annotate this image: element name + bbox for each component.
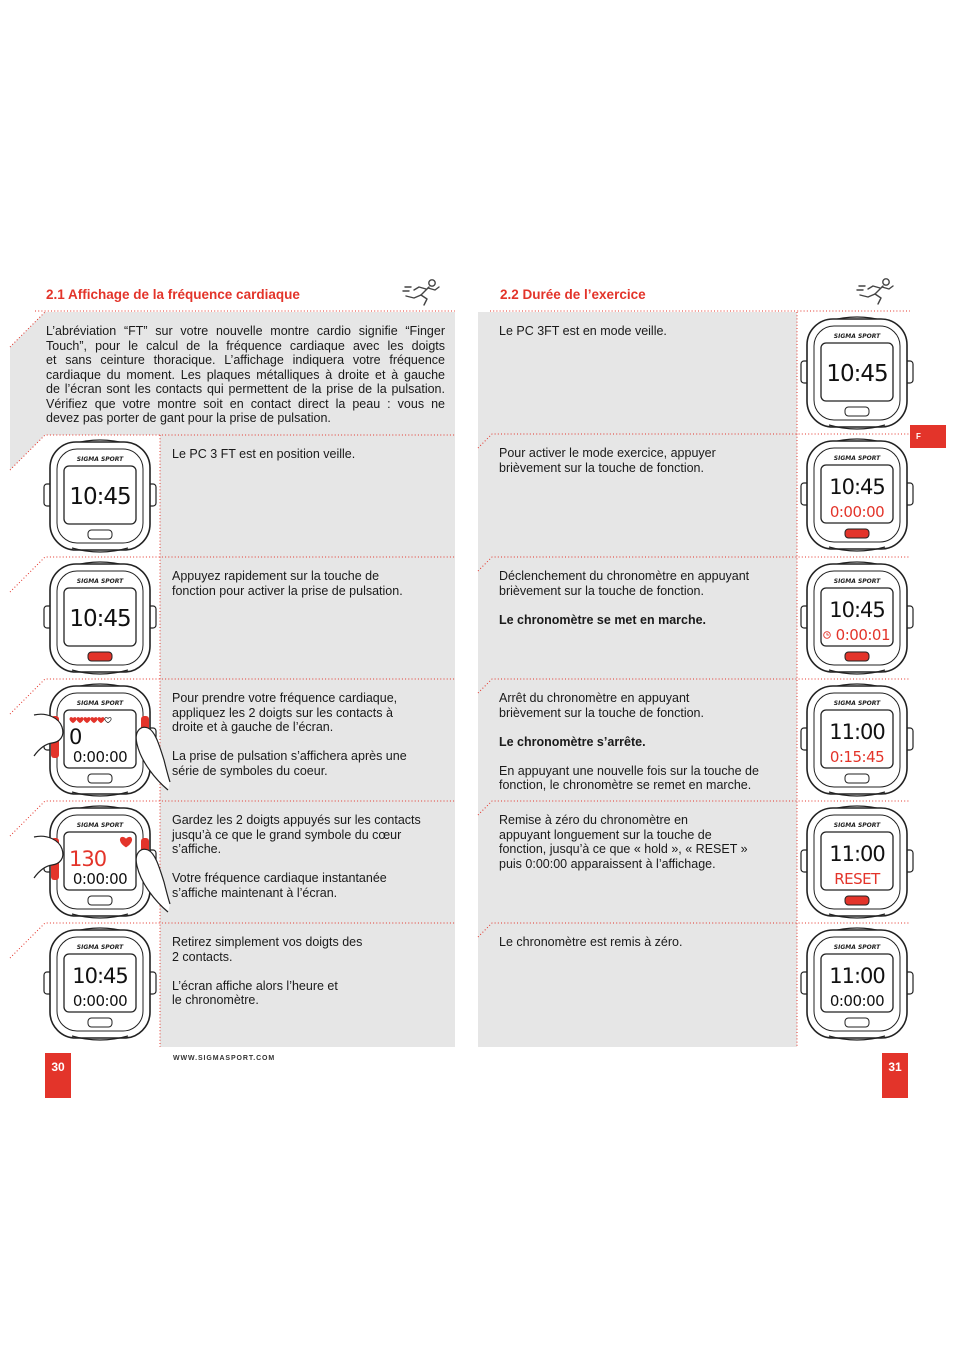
text-line: jusqu’à ce que le grand symbole du cœur xyxy=(172,827,402,842)
display-main-value: 11:00 xyxy=(829,964,885,988)
text-line: s’affiche. xyxy=(172,842,222,856)
display-main-value: 10:45 xyxy=(829,475,885,499)
text-line: Le chronomètre est remis à zéro. xyxy=(499,935,683,949)
watch xyxy=(799,802,915,922)
watch-brand-logo: SIGMA SPORT xyxy=(833,578,881,585)
display-main-value: 10:45 xyxy=(69,484,131,510)
display-main-value: 10:45 xyxy=(72,964,128,988)
website-url: WWW.SIGMASPORT.COM xyxy=(173,1055,276,1062)
watch xyxy=(42,680,158,800)
watch-illustration xyxy=(799,924,915,1044)
intro-line: L’abréviation “FT” sur votre nouvelle montre cardio signifie “Finger xyxy=(46,324,445,338)
display-main-value: 11:00 xyxy=(829,720,885,744)
function-button xyxy=(845,774,869,783)
step-paragraph xyxy=(172,935,362,964)
step-paragraph xyxy=(172,691,407,735)
watch xyxy=(799,924,915,1044)
watch-illustration xyxy=(42,558,158,678)
intro-line: et sans ceinture thoracique. L’affichage indiquera votre fréquence xyxy=(46,353,445,367)
watch xyxy=(799,313,915,433)
display-stopwatch-value: 0:00:00 xyxy=(829,503,885,521)
step-text xyxy=(172,569,403,598)
intro-paragraph xyxy=(46,324,445,426)
step-paragraph xyxy=(499,735,759,750)
text-line: La prise de pulsation s’affichera après une xyxy=(172,749,407,763)
language-tab: F xyxy=(910,425,946,448)
runner-icon xyxy=(402,278,442,308)
text-line: 2 contacts. xyxy=(172,949,233,964)
function-button xyxy=(845,407,869,416)
text-line: Retirez simplement vos doigts des xyxy=(172,935,363,949)
page-number-left: 30 xyxy=(45,1053,71,1098)
text-line: Appuyez rapidement sur la touche de xyxy=(172,569,380,583)
intro-line: devez pas porter de gant pour la prise de pulsation. xyxy=(46,411,331,425)
text-line: brièvement sur la touche de fonction. xyxy=(499,583,704,598)
section-title-exercise-duration: 2.2 Durée de l’exercice xyxy=(500,287,646,302)
text-line: Pour activer le mode exercice, appuyer xyxy=(499,446,716,460)
watch-illustration xyxy=(799,435,915,555)
text-line: Déclenchement du chronomètre en appuyant xyxy=(499,569,750,583)
intro-line: Vérifiez que votre montre soit en contact direct la peau : vous ne xyxy=(46,396,445,411)
step-text xyxy=(499,569,749,627)
display-stopwatch-value: 0:00:01 xyxy=(835,626,890,644)
display-stopwatch-value: 0:00:00 xyxy=(72,748,128,766)
display-main-value: 10:45 xyxy=(826,361,888,387)
step-paragraph xyxy=(172,979,362,1008)
watch-brand-logo: SIGMA SPORT xyxy=(833,333,881,340)
step-paragraph xyxy=(499,813,748,871)
step-paragraph xyxy=(499,613,749,628)
watch-illustration xyxy=(799,313,915,433)
watch-brand-logo: SIGMA SPORT xyxy=(76,944,124,951)
text-line: Le PC 3FT est en mode veille. xyxy=(499,324,667,338)
watch xyxy=(42,924,158,1044)
text-line: fonction pour activer la prise de pulsation. xyxy=(172,583,403,598)
text-line: Le PC 3 FT est en position veille. xyxy=(172,447,356,461)
watch-brand-logo: SIGMA SPORT xyxy=(833,455,881,462)
section-title-heart-rate: 2.1 Affichage de la fréquence cardiaque xyxy=(46,287,300,302)
step-paragraph xyxy=(172,749,407,778)
watch-illustration xyxy=(42,802,158,922)
watch xyxy=(799,680,915,800)
step-text xyxy=(499,935,682,950)
text-line: série de symboles du coeur. xyxy=(172,763,328,778)
watch-illustration xyxy=(42,924,158,1044)
watch-brand-logo: SIGMA SPORT xyxy=(76,822,124,829)
step-paragraph xyxy=(172,447,355,462)
step-text xyxy=(499,691,759,793)
function-button xyxy=(845,529,869,538)
display-stopwatch-value: 0:15:45 xyxy=(829,748,885,766)
watch xyxy=(42,802,158,922)
display-stopwatch-value: 0:00:00 xyxy=(72,870,128,888)
function-button xyxy=(88,652,112,661)
step-text xyxy=(172,935,362,1008)
text-line: droite et à gauche de l’écran. xyxy=(172,720,334,734)
step-text xyxy=(499,324,667,339)
text-line: Arrêt du chronomètre en appuyant xyxy=(499,691,690,705)
step-paragraph xyxy=(172,569,403,598)
display-stopwatch-value: 0:00:00 xyxy=(829,992,885,1010)
text-line: brièvement sur la touche de fonction. xyxy=(499,460,704,475)
watch xyxy=(42,558,158,678)
watch xyxy=(799,435,915,555)
step-text xyxy=(499,446,716,475)
step-paragraph xyxy=(499,324,667,339)
watch xyxy=(42,436,158,556)
display-stopwatch-value: RESET xyxy=(834,870,880,888)
display-main-value: 10:45 xyxy=(69,606,131,632)
step-paragraph xyxy=(499,935,682,950)
watch-brand-logo: SIGMA SPORT xyxy=(76,578,124,585)
text-line: s’affiche maintenant à l’écran. xyxy=(172,885,338,900)
text-line: le chronomètre. xyxy=(172,993,259,1007)
step-paragraph xyxy=(499,764,759,793)
watch-brand-logo: SIGMA SPORT xyxy=(833,700,881,707)
watch-illustration xyxy=(799,558,915,678)
step-paragraph xyxy=(499,691,759,720)
step-text xyxy=(172,691,407,778)
function-button xyxy=(845,652,869,661)
intro-line: Touch”, pour le calcul de la fréquence cardiaque avec les doigts xyxy=(46,338,445,353)
runner-icon xyxy=(856,277,896,307)
step-text xyxy=(172,447,355,462)
display-stopwatch-value: 0:00:00 xyxy=(72,992,128,1010)
text-line: En appuyant une nouvelle fois sur la touche de xyxy=(499,763,759,778)
function-button xyxy=(845,1018,869,1027)
display-main-value: 0 xyxy=(69,725,82,749)
step-paragraph xyxy=(499,569,749,598)
text-line: appuyant longuement sur la touche de xyxy=(499,827,712,842)
function-button xyxy=(845,896,869,905)
watch-illustration xyxy=(799,802,915,922)
page-number-right: 31 xyxy=(882,1053,908,1098)
text-line: Le chronomètre se met en marche. xyxy=(499,612,707,627)
step-paragraph xyxy=(172,813,421,857)
function-button xyxy=(88,1018,112,1027)
step-paragraph xyxy=(499,446,716,475)
watch-illustration xyxy=(42,680,158,800)
intro-line: de l’écran sont les contacts qui permettent de la prise de la pulsation. xyxy=(46,382,445,396)
watch-brand-logo: SIGMA SPORT xyxy=(833,944,881,951)
step-text xyxy=(499,813,748,871)
text-line: Gardez les 2 doigts appuyés sur les contacts xyxy=(172,813,421,827)
watch-illustration xyxy=(42,436,158,556)
display-main-value: 10:45 xyxy=(829,598,885,622)
function-button xyxy=(88,530,112,539)
text-line: Votre fréquence cardiaque instantanée xyxy=(172,871,387,885)
step-paragraph xyxy=(172,871,421,900)
watch-illustration xyxy=(799,680,915,800)
display-main-value: 11:00 xyxy=(829,842,885,866)
text-line: Le chronomètre s’arrête. xyxy=(499,734,646,749)
text-line: appliquez les 2 doigts sur les contacts à xyxy=(172,705,393,720)
watch xyxy=(799,558,915,678)
watch-brand-logo: SIGMA SPORT xyxy=(76,700,124,707)
function-button xyxy=(88,896,112,905)
text-line: Remise à zéro du chronomètre en xyxy=(499,813,688,827)
text-line: Pour prendre votre fréquence cardiaque, xyxy=(172,691,398,705)
intro-line: cardiaque du moment. Les plaques métalliques à droite et à gauche xyxy=(46,367,445,382)
text-line: puis 0:00:00 apparaissent à l’affichage. xyxy=(499,856,716,871)
function-button xyxy=(88,774,112,783)
text-line: fonction, jusqu’à ce que « hold », « RESET » xyxy=(499,842,748,856)
watch-brand-logo: SIGMA SPORT xyxy=(76,456,124,463)
text-line: brièvement sur la touche de fonction. xyxy=(499,705,704,720)
text-line: L’écran affiche alors l’heure et xyxy=(172,978,338,993)
display-main-value: 130 xyxy=(69,847,107,871)
watch-brand-logo: SIGMA SPORT xyxy=(833,822,881,829)
text-line: fonction, le chronomètre se remet en marche. xyxy=(499,778,752,792)
step-text xyxy=(172,813,421,900)
